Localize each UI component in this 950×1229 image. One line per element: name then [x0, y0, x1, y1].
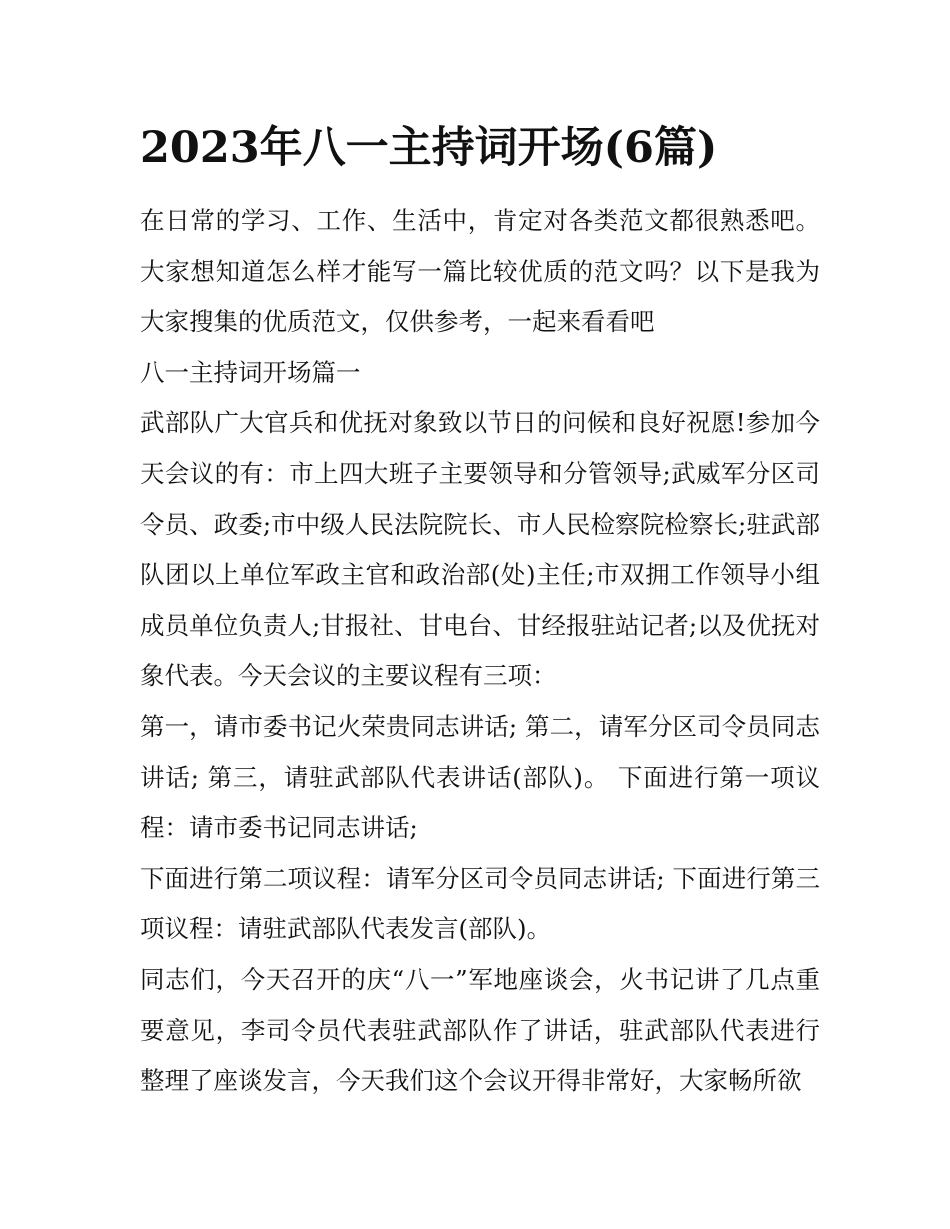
section-heading: 八一主持词开场篇一 [140, 357, 361, 387]
body-paragraph-closing: 同志们，今天召开的庆“八一”军地座谈会，火书记讲了几点重要意见，李司令员代表驻武部队作了讲话，驻武部队代表进行整理了座谈发言，今天我们这个会议开得非常好，大家畅所欲 [140, 964, 820, 1096]
document-title: 2023年八一主持词开场(6篇) [140, 123, 718, 173]
body-paragraph-agenda: 第一，请市委书记火荣贵同志讲话; 第二，请军分区司令员同志讲话; 第三，请驻武部队代表讲话(部队)。 下面进行第一项议程：请市委书记同志讲话; [140, 711, 820, 843]
body-paragraph-attendees: 武部队广大官兵和优抚对象致以节日的问候和良好祝愿!参加今天会议的有：市上四大班子主要领导和分管领导;武威军分区司令员、政委;市中级人民法院院长、市人民检察院检察长;驻武部队团以上单位军政主官和政治部(处)主任;市双拥工作领导小组成员单位负责人;甘报社、甘电台、甘经报驻站记者;以及优抚对象代表。今天会议的主要议程有三项： [140, 408, 820, 691]
body-paragraph-agenda-continued: 下面进行第二项议程：请军分区司令员同志讲话; 下面进行第三项议程：请驻武部队代表发言(部队)。 [140, 863, 820, 944]
intro-paragraph: 在日常的学习、工作、生活中，肯定对各类范文都很熟悉吧。大家想知道怎么样才能写一篇比较优质的范文吗？以下是我为大家搜集的优质范文，仅供参考，一起来看看吧 [140, 206, 820, 337]
document-page [140, 112, 820, 1107]
